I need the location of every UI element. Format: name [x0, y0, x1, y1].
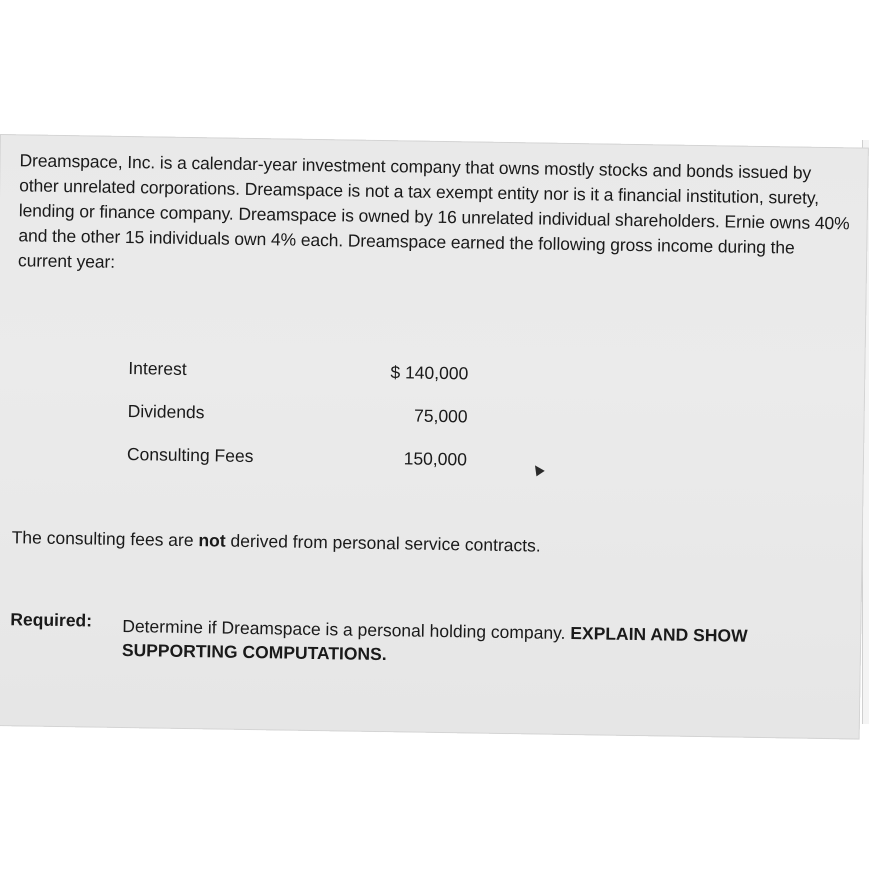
income-row-dividends — [127, 401, 468, 449]
income-amount: 75,000 — [413, 405, 468, 427]
note-text: derived from personal service contracts. — [225, 530, 541, 556]
required-instructions — [122, 614, 803, 673]
required-emphasis: EXPLAIN AND SHOW SUPPORTING COMPUTATIONS. — [121, 623, 748, 665]
income-table — [126, 358, 468, 492]
problem-intro: Dreamspace, Inc. is a calendar-year investment company that owns mostly stocks and bonds issued by other unrelated corporations. Dreamspace is not a tax exempt entity nor is it a financial institution, surety, lending or finance company. Dreamspace is owned by 16 unrelated individual shareholders. Ernie owns 40% and the other 15 individuals own 4% each. Dreamspace earned the following gross income during the current year: — [17, 150, 850, 272]
note-emphasis: not — [198, 530, 226, 551]
income-label: Dividends — [127, 401, 205, 423]
required-label: Required: — [10, 609, 93, 631]
income-row-consulting — [126, 444, 467, 492]
income-label: Consulting Fees — [126, 444, 254, 467]
consulting-note — [11, 527, 540, 556]
income-label: Interest — [128, 358, 187, 379]
worksheet-paper — [0, 134, 869, 740]
income-row-interest — [128, 358, 469, 406]
note-text: The consulting fees are — [11, 527, 199, 551]
income-amount: 150,000 — [403, 448, 468, 470]
income-amount: $ 140,000 — [390, 362, 469, 384]
required-text: Determine if Dreamspace is a personal holding company. — [122, 615, 571, 644]
pointer-arrow-icon — [531, 463, 545, 477]
